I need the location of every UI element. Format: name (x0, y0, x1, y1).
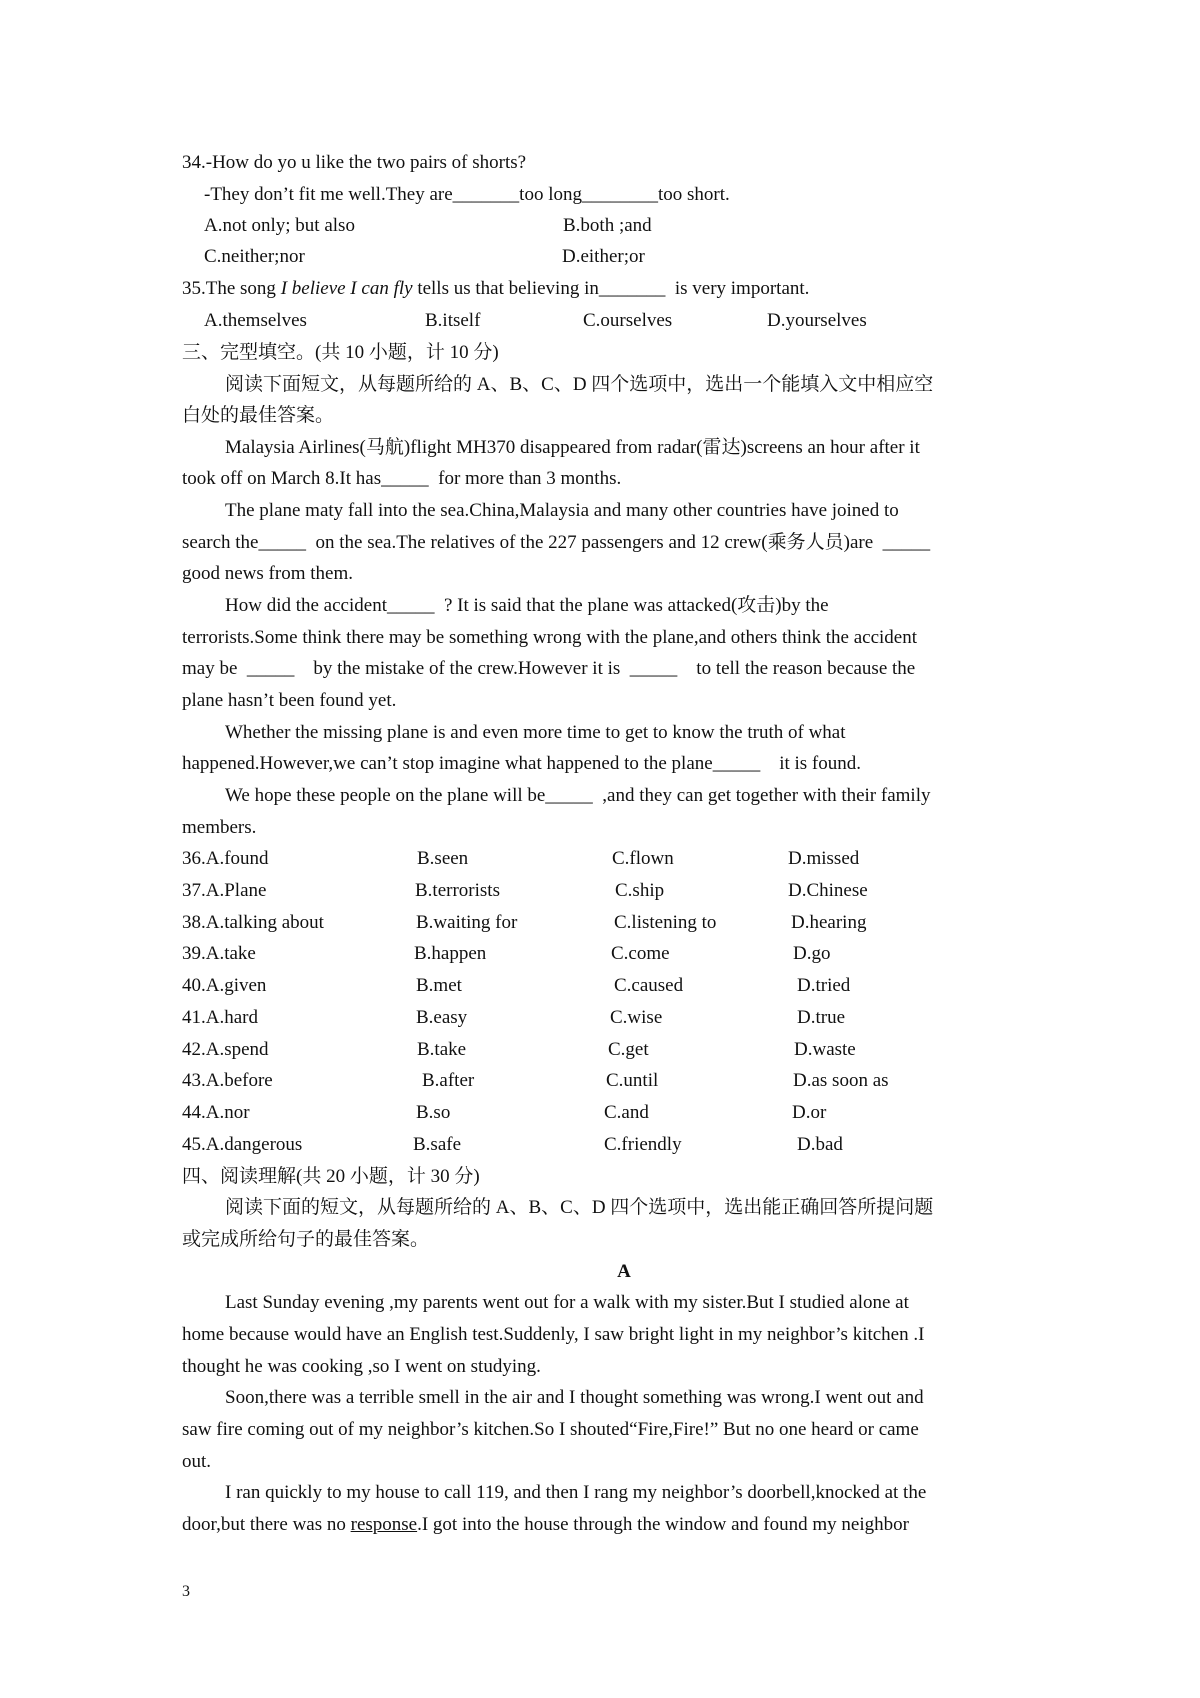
q35-option-a: A.themselves (204, 310, 307, 331)
q41-option-c: C.wise (610, 1007, 663, 1028)
q45-option-d: D.bad (797, 1134, 843, 1155)
q38-option-a: 38.A.talking about (182, 912, 324, 933)
q41-option-a: 41.A.hard (182, 1007, 258, 1028)
cloze-line: members. (182, 817, 257, 838)
underlined-word: response (350, 1514, 418, 1535)
q39-option-d: D.go (793, 943, 831, 964)
q40-option-a: 40.A.given (182, 975, 267, 996)
section3-instruction-2: 白处的最佳答案。 (182, 405, 335, 426)
q43-option-c: C.until (606, 1070, 659, 1091)
q38-option-d: D.hearing (791, 912, 867, 933)
q39-option-c: C.come (611, 943, 670, 964)
q45-option-b: B.safe (413, 1134, 462, 1155)
cloze-line: may be _____ by the mistake of the crew.However it is _____ to tell the reason because the (182, 658, 916, 679)
passage-line (182, 1514, 909, 1536)
cloze-line: happened.However,we can’t stop imagine what happened to the plane_____ it is found. (182, 753, 862, 774)
q35-stem-prefix: 35.The song (182, 278, 281, 299)
q35-option-c: C.ourselves (583, 310, 673, 331)
q40-option-b: B.met (416, 975, 462, 996)
q34-option-b: B.both ;and (563, 215, 652, 236)
q35-song-title: I believe I can fly (280, 278, 413, 299)
q36-option-c: C.flown (612, 848, 674, 869)
q35-option-d: D.yourselves (767, 310, 867, 331)
cloze-line: The plane maty fall into the sea.China,Malaysia and many other countries have joined to (225, 500, 899, 521)
passage-line: Last Sunday evening ,my parents went out for a walk with my sister.But I studied alone at (225, 1292, 909, 1313)
q37-option-a: 37.A.Plane (182, 880, 267, 901)
q42-option-c: C.get (608, 1039, 649, 1060)
cloze-line: terrorists.Some think there may be something wrong with the plane,and others think the accident (182, 627, 918, 648)
q43-option-d: D.as soon as (793, 1070, 889, 1091)
q42-option-d: D.waste (794, 1039, 856, 1060)
passage-line: I ran quickly to my house to call 119, and then I rang my neighbor’s doorbell,knocked at the (225, 1482, 927, 1503)
q44-option-d: D.or (792, 1102, 827, 1123)
q36-option-a: 36.A.found (182, 848, 269, 869)
section4-heading: 四、阅读理解(共 20 小题，计 30 分) (182, 1166, 480, 1187)
q34-option-a: A.not only; but also (204, 215, 355, 236)
passage-line: out. (182, 1451, 212, 1472)
section3-instruction-1: 阅读下面短文，从每题所给的 A、B、C、D 四个选项中，选出一个能填入文中相应空 (225, 374, 934, 395)
q42-option-a: 42.A.spend (182, 1039, 269, 1060)
page-number: 3 (182, 1583, 190, 1600)
q38-option-c: C.listening to (614, 912, 717, 933)
cloze-line: How did the accident_____ ? It is said that the plane was attacked(攻击)by the (225, 595, 829, 616)
q41-option-d: D.true (797, 1007, 846, 1028)
q45-option-a: 45.A.dangerous (182, 1134, 303, 1155)
q39-option-b: B.happen (414, 943, 487, 964)
q44-option-a: 44.A.nor (182, 1102, 250, 1123)
q37-option-d: D.Chinese (788, 880, 868, 901)
cloze-line: We hope these people on the plane will be_____ ,and they can get together with their family (225, 785, 931, 806)
q38-option-b: B.waiting for (416, 912, 518, 933)
q36-option-b: B.seen (417, 848, 469, 869)
section3-heading: 三、完型填空。(共 10 小题，计 10 分) (182, 342, 499, 363)
q34-option-c: C.neither;nor (204, 246, 305, 267)
q44-option-b: B.so (416, 1102, 451, 1123)
q35-stem-suffix: tells us that believing in_______ is very important. (412, 278, 810, 299)
section4-instruction-2: 或完成所给句子的最佳答案。 (182, 1229, 430, 1250)
q45-option-c: C.friendly (604, 1134, 682, 1155)
section4-instruction-1: 阅读下面的短文，从每题所给的 A、B、C、D 四个选项中，选出能正确回答所提问题 (225, 1197, 934, 1218)
passage-line: Soon,there was a terrible smell in the air and I thought something was wrong.I went out and (225, 1387, 924, 1408)
passage-line: thought he was cooking ,so I went on studying. (182, 1356, 541, 1377)
q34-stem: 34.-How do yo u like the two pairs of shorts? (182, 152, 527, 173)
q36-option-d: D.missed (788, 848, 860, 869)
q35-option-b: B.itself (425, 310, 481, 331)
cloze-line: plane hasn’t been found yet. (182, 690, 397, 711)
cloze-line: Malaysia Airlines(马航)flight MH370 disappeared from radar(雷达)screens an hour after it (225, 437, 920, 458)
cloze-line: took off on March 8.It has_____ for more than 3 months. (182, 468, 622, 489)
q43-option-a: 43.A.before (182, 1070, 273, 1091)
q39-option-a: 39.A.take (182, 943, 256, 964)
q34-option-d: D.either;or (562, 246, 645, 267)
q34-reply: -They don’t fit me well.They are_______too long________too short. (204, 184, 730, 205)
q37-option-c: C.ship (615, 880, 665, 901)
cloze-line: search the_____ on the sea.The relatives of the 227 passengers and 12 crew(乘务人员)are _____ (182, 532, 931, 553)
q44-option-c: C.and (604, 1102, 649, 1123)
cloze-line: Whether the missing plane is and even more time to get to know the truth of what (225, 722, 846, 743)
passage-line-prefix: door,but there was no (182, 1514, 351, 1535)
passage-line: saw fire coming out of my neighbor’s kitchen.So I shouted“Fire,Fire!” But no one heard or came (182, 1419, 919, 1440)
q40-option-d: D.tried (797, 975, 851, 996)
passage-line: home because would have an English test.Suddenly, I saw bright light in my neighbor’s kitchen .I (182, 1324, 925, 1345)
passage-line-suffix: .I got into the house through the window and found my neighbor (417, 1514, 909, 1535)
cloze-line: good news from them. (182, 563, 353, 584)
passage-title: A (617, 1261, 631, 1282)
q35-stem (182, 278, 809, 300)
q41-option-b: B.easy (416, 1007, 468, 1028)
q43-option-b: B.after (422, 1070, 475, 1091)
q42-option-b: B.take (417, 1039, 467, 1060)
q37-option-b: B.terrorists (415, 880, 500, 901)
q40-option-c: C.caused (614, 975, 684, 996)
